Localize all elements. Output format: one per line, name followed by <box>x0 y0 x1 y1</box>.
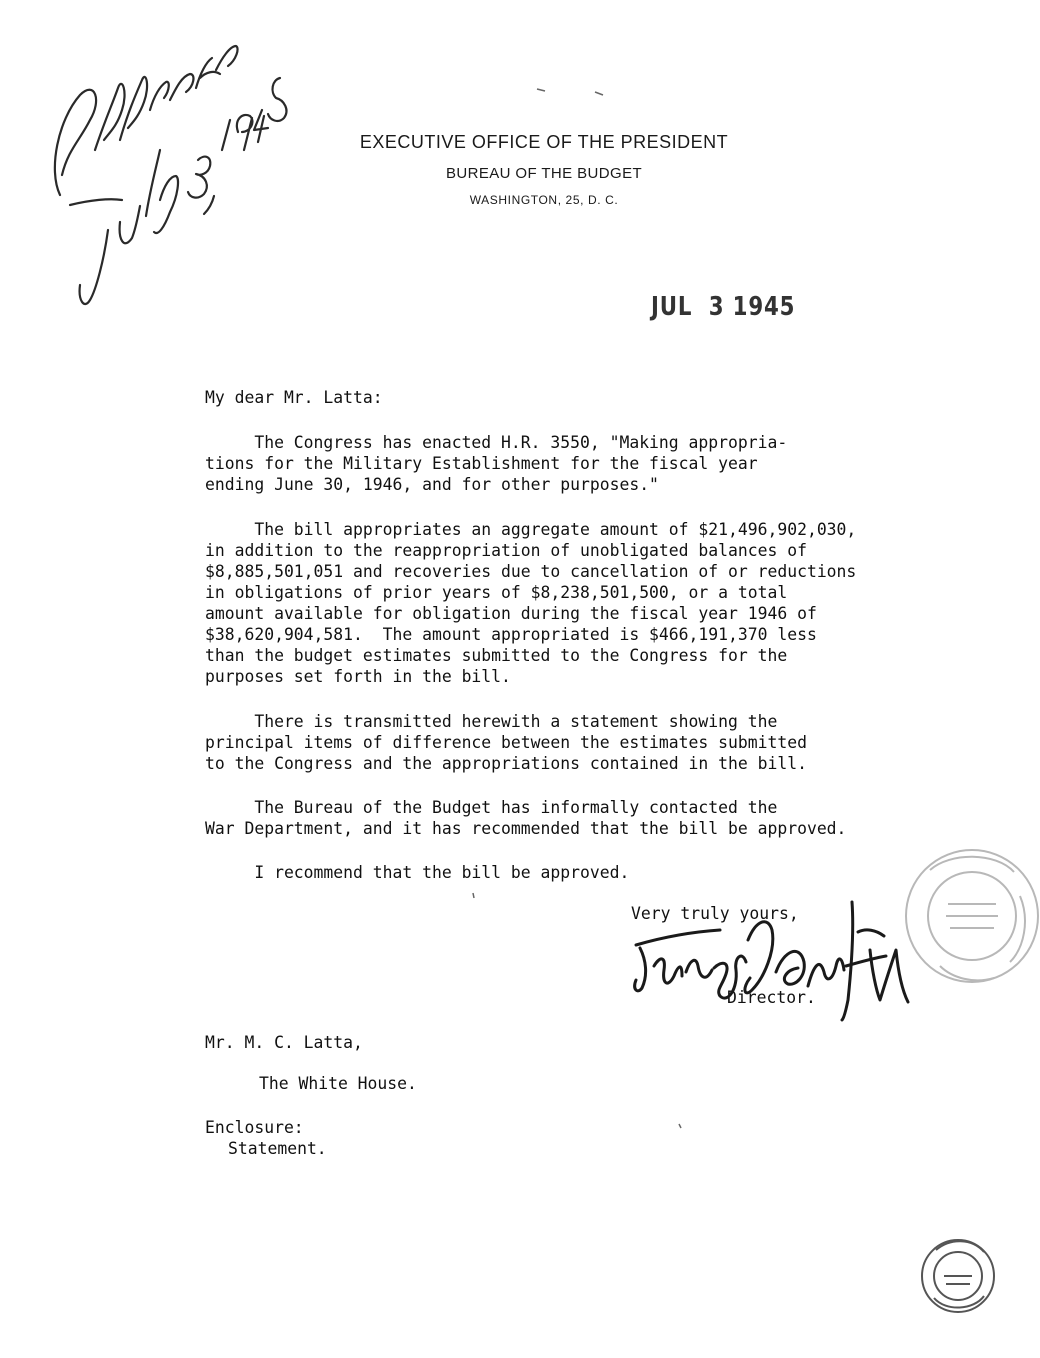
addressee-name: Mr. M. C. Latta, <box>205 1033 363 1052</box>
closing: Very truly yours, <box>631 904 799 923</box>
enclosure-label: Enclosure: <box>205 1118 304 1137</box>
signature-harold-d-smith <box>635 902 908 1020</box>
paragraph-appropriation-amounts: The bill appropriates an aggregate amount of $21,496,902,030, in addition to the reappropriation of unobligated balances of $8,885,501,051 and recoveries due to cancellation of or reductions in obligations of prior years of $8,238,501,500, or a total amount available for obligation during the fiscal year 1946 of $38,620,904,581. The amount appropriated is $466,191,370 less than the budget estimates submitted to the Congress for the purposes set forth in the bill. <box>205 520 857 686</box>
paragraph-enactment: The Congress has enacted H.R. 3550, "Making appropria- tions for the Military Establishment for the fiscal year ending June 30, 1946, and for other purposes." <box>205 433 788 494</box>
signer-title: Director. <box>727 988 816 1007</box>
paragraph-war-department: The Bureau of the Budget has informally contacted the War Department, and it has recommended that the bill be approved. <box>205 798 847 838</box>
paragraph-statement: There is transmitted herewith a statement showing the principal items of difference between the estimates submitted to the Congress and the appropriations contained in the bill. <box>205 712 807 773</box>
handwritten-approval-note <box>55 46 287 304</box>
nara-seal-stamp <box>922 1240 994 1312</box>
addressee-place: The White House. <box>259 1074 417 1093</box>
date-stamp: JUL 3 1945 <box>651 292 796 322</box>
truman-library-stamp <box>906 850 1038 982</box>
enclosure-item: Statement. <box>228 1139 327 1158</box>
letterhead-address: WASHINGTON, 25, D. C. <box>469 193 619 207</box>
paragraph-recommendation: I recommend that the bill be approved. <box>205 863 630 882</box>
letterhead-bureau: BUREAU OF THE BUDGET <box>445 165 643 182</box>
stray-marks <box>473 89 681 1128</box>
salutation: My dear Mr. Latta: <box>205 388 383 407</box>
letterhead-office: EXECUTIVE OFFICE OF THE PRESIDENT <box>359 132 729 152</box>
